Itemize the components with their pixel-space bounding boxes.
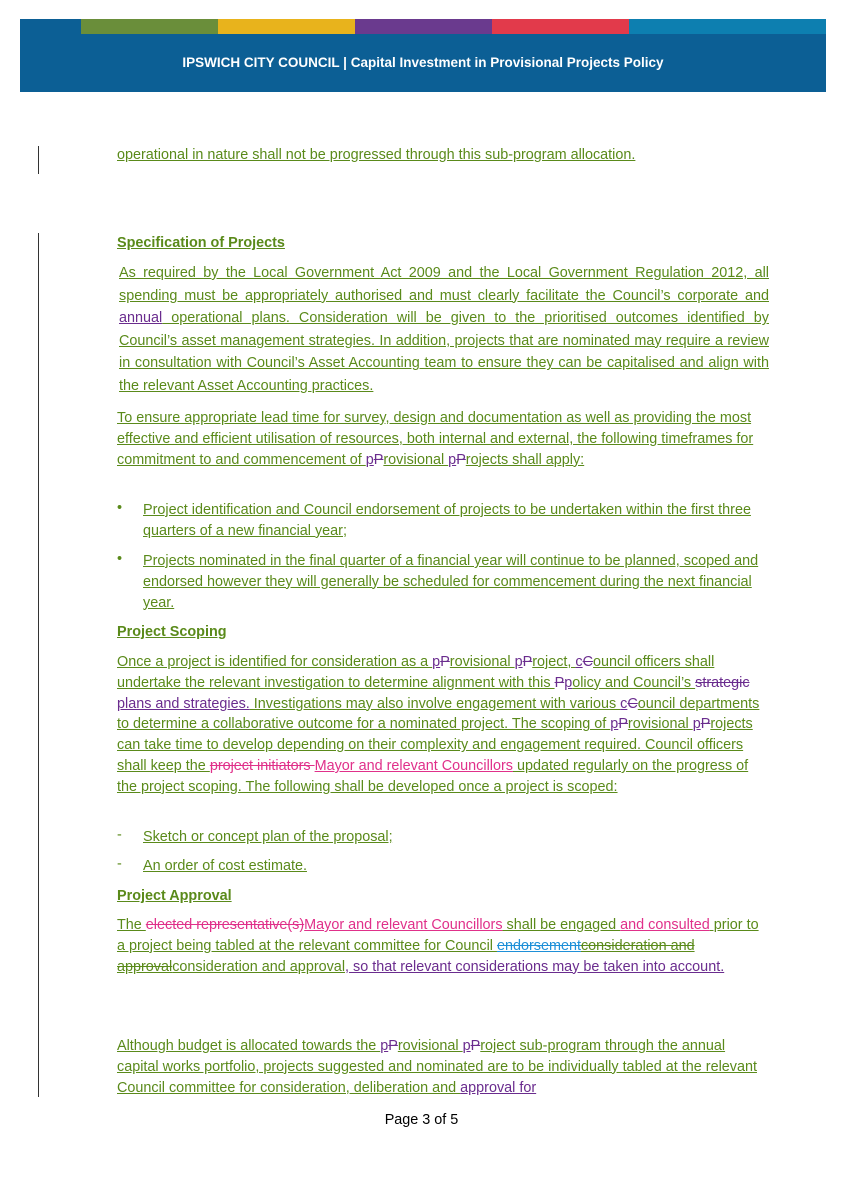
- scoping-heading: Project Scoping: [117, 624, 227, 640]
- header-stripe-red: [492, 19, 629, 34]
- spec-paragraph-2: To ensure appropriate lead time for survey, design and documentation as well as providing the most effective and efficient utilisation of resources, both internal and external, the following timeframes for commitment to and commencement of pProvisional pProjects shall apply:: [117, 410, 754, 468]
- scoping-paragraph: Once a project is identified for consideration as a pProvisional pProject, cCouncil officers shall undertake the relevant investigation to determine alignment with this Ppolicy and Council’s strategic plans and strategies. Investigations may also involve engagement with various cCouncil departments to determine a collaborative outcome for a nominated project. The scoping of pProvisional pProjects can take time to develop depending on their complexity and engagement required. Council officers shall keep the project initiators Mayor and relevant Councillors updated regularly on the progress of the project scoping. The following shall be developed once a project is scoped:: [117, 654, 760, 795]
- header-title: IPSWICH CITY COUNCIL | Capital Investment in Provisional Projects Policy: [182, 55, 664, 70]
- change-bar: [38, 146, 39, 174]
- header-stripe-yellow: [218, 19, 355, 34]
- header-stripe-blue: [629, 19, 826, 34]
- bullet-item-2: Projects nominated in the final quarter of a financial year will continue to be planned, scoped and endorsed however they will generally be scheduled for commencement during the next financial year.: [143, 553, 759, 611]
- dash-symbol: -: [117, 856, 122, 872]
- header-stripe-green: [81, 19, 218, 34]
- intro-line: operational in nature shall not be progressed through this sub-program allocation.: [117, 147, 636, 163]
- scoping-item-1: Sketch or concept plan of the proposal;: [143, 829, 393, 845]
- bullet-symbol: •: [117, 500, 123, 516]
- spec-heading: Specification of Projects: [117, 235, 285, 251]
- approval-paragraph: The elected representative(s)Mayor and relevant Councillors shall be engaged and consulted prior to a project being tabled at the relevant committee for Council endorsementconsideration and approvalconsideration and approval, so that relevant considerations may be taken into account.: [117, 917, 759, 975]
- change-bar: [38, 233, 39, 1097]
- spec-paragraph-1: As required by the Local Government Act 2009 and the Local Government Regulation 2012, all spending must be appropriately authorised and must clearly facilitate the Council’s corporate and annual operational plans. Consideration will be given to the prioritised outcomes identified by Council’s asset management strategies. In addition, projects that are nominated may require a review in consultation with Council’s Asset Accounting team to ensure they can be capitalised and align with the relevant Asset Accounting practices.: [119, 265, 769, 394]
- closing-paragraph: Although budget is allocated towards the pProvisional pProject sub-program through the annual capital works portfolio, projects suggested and nominated are to be individually tabled at the relevant Council committee for consideration, deliberation and approval for: [117, 1038, 757, 1096]
- header-banner: [20, 19, 826, 92]
- approval-heading: Project Approval: [117, 888, 232, 904]
- header-stripe-purple: [355, 19, 492, 34]
- bullet-symbol: •: [117, 551, 123, 567]
- dash-symbol: -: [117, 827, 122, 843]
- bullet-item-1: Project identification and Council endorsement of projects to be undertaken within the first three quarters of a new financial year;: [143, 502, 751, 539]
- scoping-item-2: An order of cost estimate.: [143, 858, 307, 874]
- page-number: Page 3 of 5: [384, 1112, 459, 1128]
